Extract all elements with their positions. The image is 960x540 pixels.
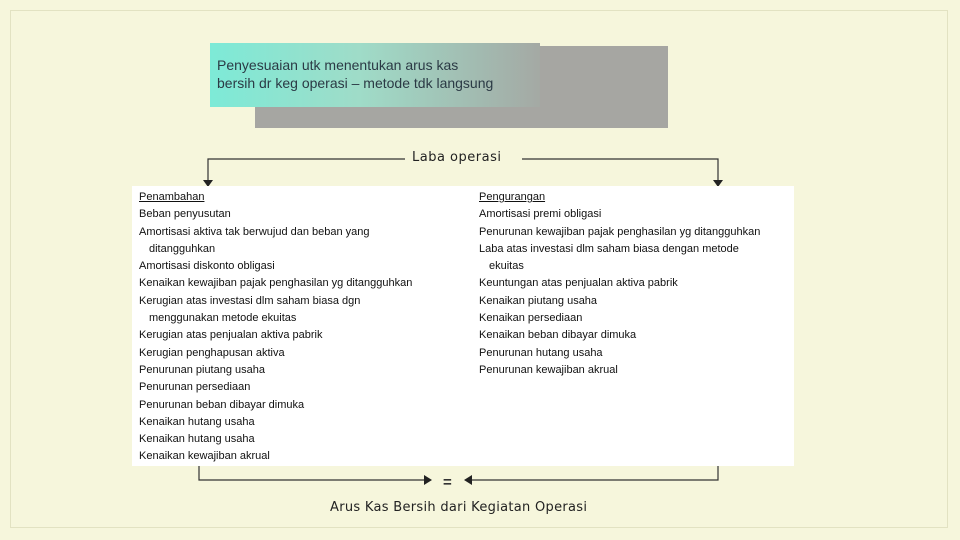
arrowhead-left-bottom [464, 475, 472, 485]
equals-sign: = [443, 474, 452, 491]
list-item: Laba atas investasi dlm saham biasa dengan metode [479, 242, 739, 255]
result-label: Arus Kas Bersih dari Kegiatan Operasi [330, 500, 588, 515]
additions-heading: Penambahan [139, 191, 205, 203]
list-item: ditangguhkan [149, 242, 216, 255]
deductions-heading: Pengurangan [479, 191, 546, 203]
list-item: Penurunan persediaan [139, 381, 251, 394]
list-item: Amortisasi aktiva tak berwujud dan beban yang [139, 225, 370, 238]
list-item: Penurunan kewajiban akrual [479, 363, 618, 376]
list-item: Penurunan kewajiban pajak penghasilan yg ditangguhkan [479, 225, 761, 238]
top-right-connector [522, 159, 718, 180]
list-item: Kenaikan piutang usaha [479, 294, 598, 307]
list-item: Penurunan piutang usaha [139, 363, 265, 376]
list-item: Kerugian penghapusan aktiva [139, 346, 285, 359]
list-item: Kenaikan kewajiban pajak penghasilan yg ditangguhkan [139, 277, 413, 290]
list-item: Kenaikan hutang usaha [139, 433, 255, 446]
list-item: Beban penyusutan [139, 208, 231, 221]
additions-column [139, 189, 469, 466]
top-label: Laba operasi [412, 150, 502, 165]
arrowhead-right-bottom [424, 475, 432, 485]
list-item: Kerugian atas penjualan aktiva pabrik [139, 329, 323, 342]
list-item: Penurunan beban dibayar dimuka [139, 398, 305, 411]
list-item: Kenaikan kewajiban akrual [139, 450, 270, 463]
list-item: Amortisasi premi obligasi [479, 208, 602, 221]
title-line-2: bersih dr keg operasi – metode tdk langsung [217, 75, 494, 91]
list-item: Kerugian atas investasi dlm saham biasa dgn [139, 294, 361, 307]
list-item: Penurunan hutang usaha [479, 346, 603, 359]
list-item: Kenaikan beban dibayar dimuka [479, 329, 637, 342]
list-item: Kenaikan persediaan [479, 312, 583, 325]
title-line-1: Penyesuaian utk menentukan arus kas [217, 57, 459, 73]
list-item: ekuitas [489, 260, 524, 273]
top-left-connector [208, 159, 405, 180]
list-item: Amortisasi diskonto obligasi [139, 260, 275, 273]
list-item: Kenaikan hutang usaha [139, 415, 255, 428]
deductions-column [479, 189, 794, 379]
list-item: Keuntungan atas penjualan aktiva pabrik [479, 277, 678, 290]
adjustments-panel [132, 186, 794, 466]
list-item: menggunakan metode ekuitas [149, 312, 297, 325]
